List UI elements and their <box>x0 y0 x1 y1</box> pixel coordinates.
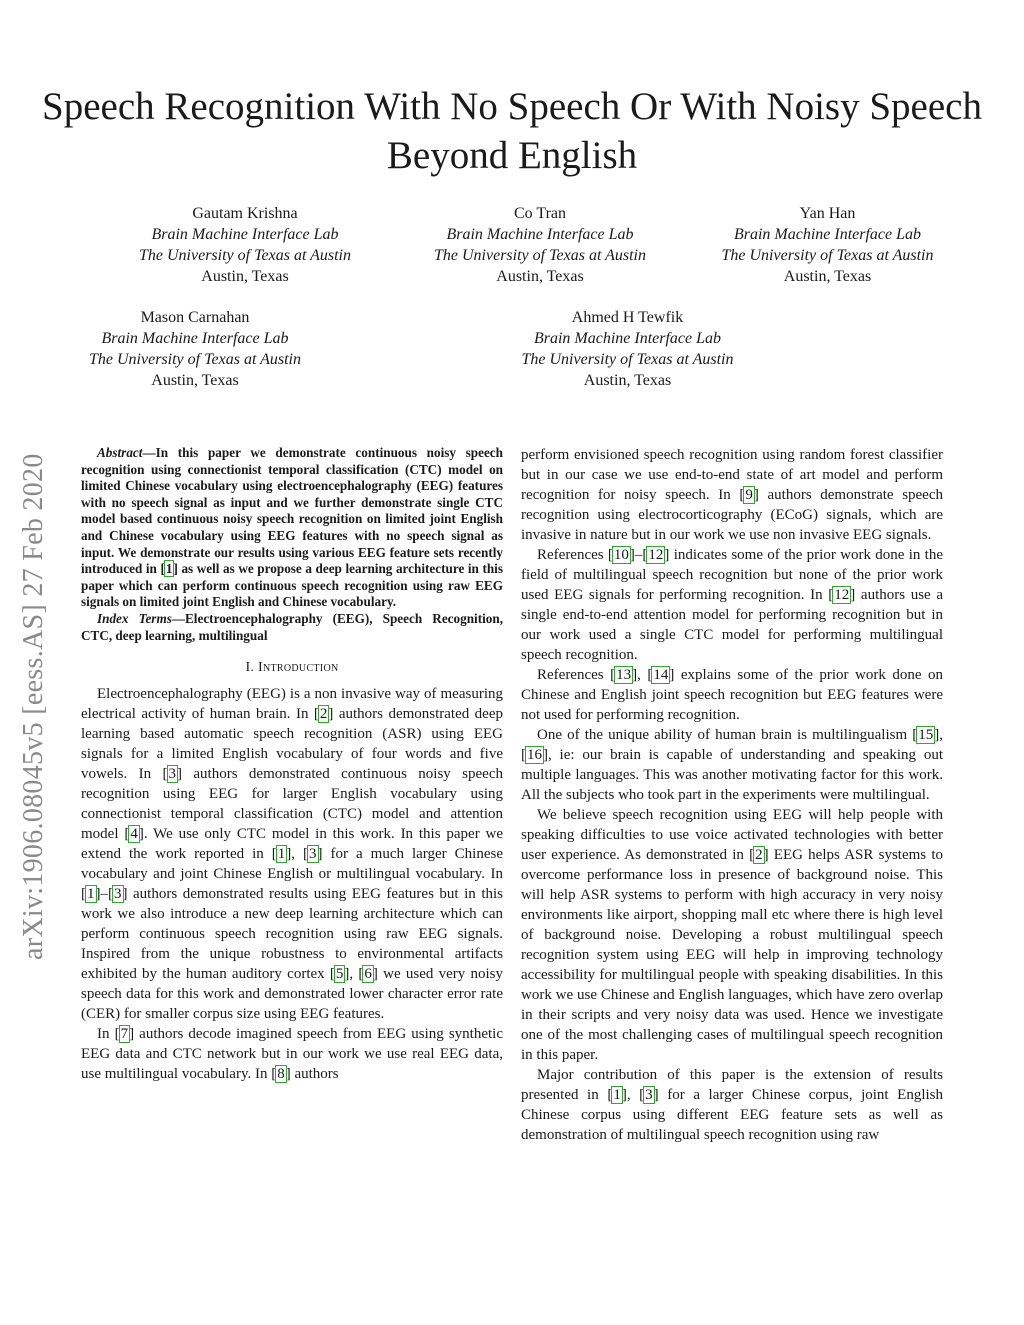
author-block <box>690 203 965 287</box>
citation-link[interactable]: 6 <box>364 966 372 983</box>
author-block <box>110 203 380 287</box>
author-name: Co Tran <box>513 205 567 222</box>
author-university: The University of Texas at Austin <box>89 351 301 368</box>
author-name: Mason Carnahan <box>140 309 250 326</box>
section-heading <box>81 658 503 678</box>
author-university: The University of Texas at Austin <box>139 247 351 264</box>
author-university: The University of Texas at Austin <box>721 247 934 264</box>
citation-link[interactable]: 2 <box>319 706 328 723</box>
author-name: Yan Han <box>799 205 856 222</box>
author-city: Austin, Texas <box>496 268 584 285</box>
author-lab: Brain Machine Interface Lab <box>733 226 922 243</box>
citation-link[interactable]: 14 <box>653 667 669 683</box>
section-title: Introduction <box>258 660 339 676</box>
arxiv-stamp: arXiv:1906.08045v5 [eess.AS] 27 Feb 2020 <box>18 453 49 960</box>
citation-link[interactable]: 12 <box>648 547 664 563</box>
citation-link[interactable]: 1 <box>613 1087 621 1103</box>
citation-link[interactable]: 3 <box>114 886 122 903</box>
paragraph: References [10]–[12] indicates some of the prior work done in the field of multilingual speech recognition but none of the prior work used EEG signals for performing recognition. In [12] authors use a single end-to-end attention model for performing recognition but in our work used a single CTC model for performing multilingual speech recognition. <box>521 547 943 663</box>
citation-link[interactable]: 5 <box>335 966 344 983</box>
paragraph: Major contribution of this paper is the extension of results presented in [1], [3] for a larger Chinese corpus, joint English Chinese corpus using different EEG feature sets as well as demonstration of multilingual speech recognition using raw <box>521 1067 943 1143</box>
left-column <box>81 445 503 1084</box>
citation-link[interactable]: 2 <box>755 847 763 863</box>
right-column <box>521 445 943 1145</box>
section-number: I. <box>245 660 259 676</box>
citation-link[interactable]: 1 <box>87 886 95 903</box>
author-city: Austin, Texas <box>201 268 289 285</box>
author-lab: Brain Machine Interface Lab <box>446 226 634 243</box>
paragraph: perform envisioned speech recognition using random forest classifier but in our case we use end-to-end state of art model and perform recognition for noisy speech. In [9] authors demonstrate speech recognition using electrocorticography (ECoG) signals, which are invasive in nature but in our work we use non invasive EEG signals. <box>521 447 943 543</box>
author-block <box>395 203 685 287</box>
author-city: Austin, Texas <box>783 268 872 285</box>
citation-link[interactable]: 15 <box>918 727 934 743</box>
abstract-text: —In this paper we demonstrate continuous noisy speech recognition using connectionist temporal classification (CTC) model on limited Chinese vocabulary using electroencephalography (EEG) features with no speech signal as input and we further demonstrate single CTC model based continuous noisy speech recognition on limited joint English and Chinese vocabulary using EEG features with no speech signal as input. We demonstrate our results using various EEG feature sets recently introduced in [1] as well as we propose a deep learning architecture in this paper which can perform continuous speech recognition using raw EEG signals on limited joint English and Chinese vocabulary. <box>81 445 503 610</box>
abstract-label: Abstract <box>97 445 143 460</box>
author-university: The University of Texas at Austin <box>521 351 734 368</box>
citation-link[interactable]: 4 <box>130 826 138 843</box>
author-lab: Brain Machine Interface Lab <box>151 226 339 243</box>
author-name: Gautam Krishna <box>192 205 298 222</box>
author-city: Austin, Texas <box>583 372 672 389</box>
citation-link[interactable]: 3 <box>645 1087 653 1103</box>
index-terms-text: —Electroencephalography (EEG), Speech Recognition, CTC, deep learning, multilingual <box>81 610 503 643</box>
citation-link[interactable]: 13 <box>616 667 632 683</box>
author-lab: Brain Machine Interface Lab <box>101 330 289 347</box>
citation-link[interactable]: 9 <box>745 487 753 503</box>
paragraph: One of the unique ability of human brain is multilingualism [15], [16], ie: our brain is capable of understanding and speaking out multiple languages. This was another motivating factor for this work. All the subjects who took part in the experiments were multilingual. <box>521 727 943 803</box>
citation-link[interactable]: 10 <box>613 547 629 563</box>
citation-link[interactable]: 16 <box>527 747 542 763</box>
author-name: Ahmed H Tewfik <box>571 309 684 326</box>
paragraph: Electroencephalography (EEG) is a non invasive way of measuring electrical activity of human brain. In [2] authors demonstrated deep learning based automatic speech recognition (ASR) using EEG signals for a limited English vocabulary of four words and five vowels. In [3] authors demonstrated continuous noisy speech recognition using EEG for larger English vocabulary using connectionist temporal classification (CTC) model and attention model [4]. We use only CTC model in this work. In this paper we extend the work reported in [1], [3] for a much larger Chinese vocabulary and joint Chinese English or multilingual vocabulary. In [1]–[3] authors demonstrated results using EEG features but in this work we also introduce a new deep learning architecture which can perform continuous speech recognition using raw EEG signals. Inspired from the unique robustness to environmental artifacts exhibited by the human auditory cortex [5], [6] we used very noisy speech data for this work and demonstrated lower character error rate (CER) for smaller corpus size using EEG features. <box>81 686 504 1023</box>
author-university: The University of Texas at Austin <box>434 247 646 264</box>
paragraph: We believe speech recognition using EEG will help people with speaking difficulties to use voice activated technologies with better user experience. As demonstrated in [2] EEG helps ASR systems to overcome performance loss in presence of background noise. This will help ASR systems to perform with high accuracy in very noisy environments like airport, shopping mall etc where there is high level of background noise. Developing a robust multilingual speech recognition system using EEG will help in improving technology accessibility for multilingual people with speaking disabilities. In this work we use Chinese and English languages, which have zero overlap in their scripts and very noisy data was used. Hence we investigate one of the most challenging cases of multilingual speech recognition in this paper. <box>521 807 943 1063</box>
abstract <box>81 445 503 611</box>
index-terms <box>81 611 503 644</box>
citation-link[interactable]: 1 <box>277 846 286 863</box>
citation-link[interactable]: 12 <box>834 587 850 603</box>
paper-title: Speech Recognition With No Speech Or With Noisy Speech Beyond English <box>42 85 982 177</box>
citation-link[interactable]: 8 <box>277 1066 285 1083</box>
author-lab: Brain Machine Interface Lab <box>533 330 722 347</box>
citation-link[interactable]: 3 <box>168 766 176 783</box>
author-city: Austin, Texas <box>151 372 239 389</box>
index-terms-label: Index Terms <box>97 610 172 626</box>
citation-link[interactable]: 1 <box>165 561 173 577</box>
citation-link[interactable]: 3 <box>309 846 317 863</box>
paragraph: References [13], [14] explains some of the prior work done on Chinese and English joint speech recognition but EEG features were not used for performing recognition. <box>521 667 943 723</box>
citation-link[interactable]: 7 <box>120 1026 129 1043</box>
author-block <box>60 307 330 391</box>
author-block <box>490 307 765 391</box>
paragraph: In [7] authors decode imagined speech from EEG using synthetic EEG data and CTC network but in our work we use real EEG data, use multilingual vocabulary. In [8] authors <box>81 1026 503 1083</box>
